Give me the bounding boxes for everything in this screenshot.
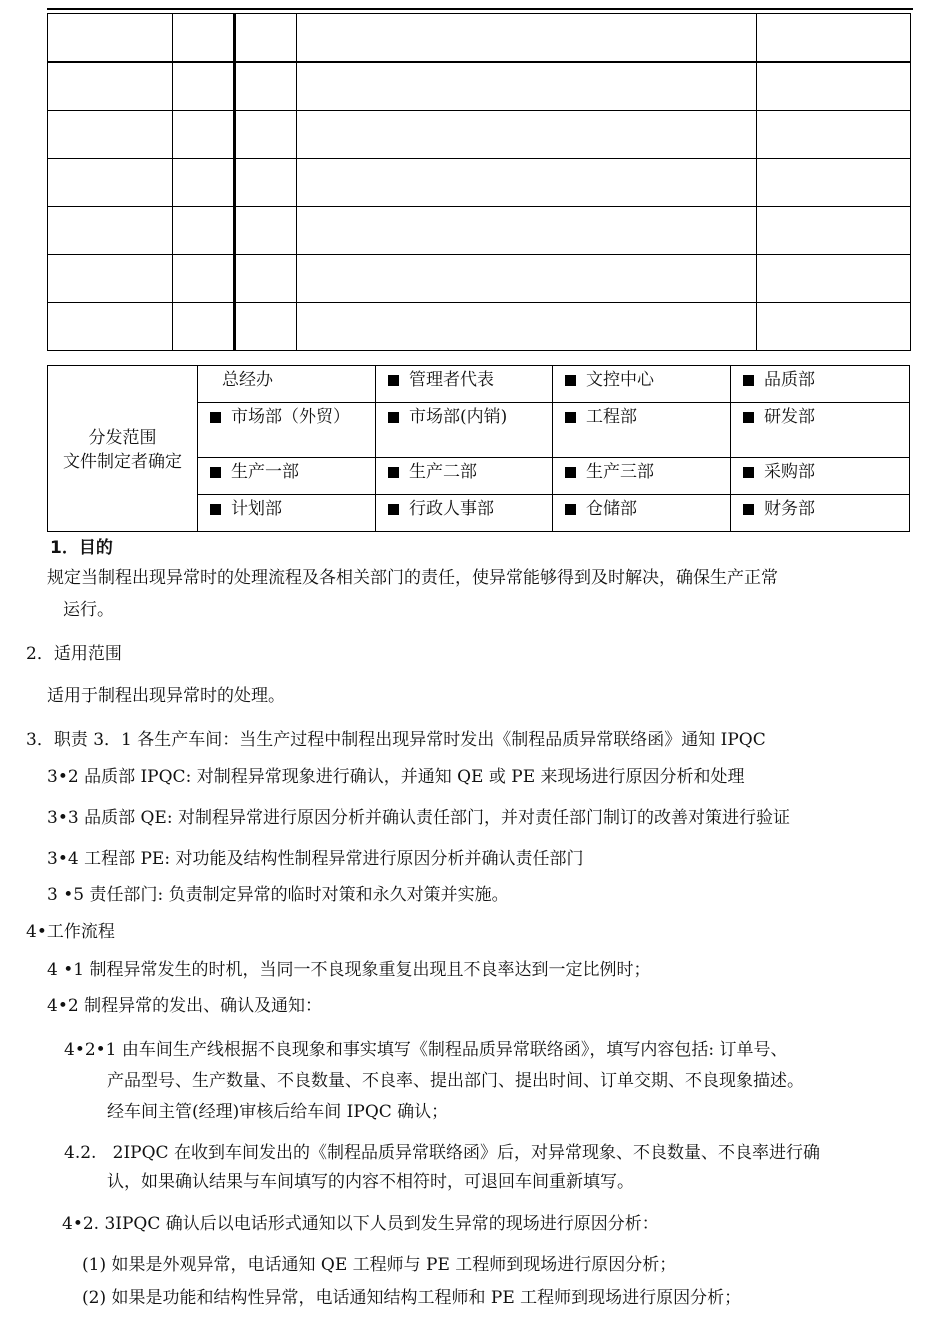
checkbox-filled-icon	[565, 504, 576, 515]
section-heading-responsibility: 3．职责 3．1 各生产车间：当生产过程中制程出现异常时发出《制程品质异常联络函》通知 IPQC	[26, 730, 766, 750]
dist-item: 计划部	[198, 495, 376, 532]
revision-row	[48, 255, 911, 303]
paragraph-line: 4•2•1 由车间生产线根据不良现象和事实填写《制程品质异常联络函》，填写内容包括: 订单号、	[64, 1040, 788, 1060]
paragraph-line: 适用于制程出现异常时的处理。	[47, 686, 285, 706]
paragraph-line: 3•3 品质部 QE: 对制程异常进行原因分析并确认责任部门，并对责任部门制订的改善对策进行验证	[47, 808, 790, 828]
checkbox-filled-icon	[743, 375, 754, 386]
checkbox-filled-icon	[388, 375, 399, 386]
checkbox-filled-icon	[743, 504, 754, 515]
section-heading-scope: 2．适用范围	[26, 644, 122, 664]
revision-row	[48, 207, 911, 255]
paragraph-line: 运行。	[63, 600, 114, 620]
revision-header-row	[48, 14, 911, 63]
revision-row	[48, 303, 911, 351]
checkbox-filled-icon	[210, 504, 221, 515]
revision-row	[48, 111, 911, 159]
section-heading-workflow: 4•工作流程	[26, 922, 115, 942]
paragraph-line: 经车间主管(经理)审核后给车间 IPQC 确认；	[107, 1102, 449, 1122]
revision-table	[47, 13, 911, 351]
paragraph-line: 4 •1 制程异常发生的时机，当同一不良现象重复出现且不良率达到一定比例时；	[47, 960, 651, 980]
checkbox-filled-icon	[565, 412, 576, 423]
paragraph-line: 规定当制程出现异常时的处理流程及各相关部门的责任，使异常能够得到及时解决，确保生产正常	[47, 568, 778, 588]
dist-item: 市场部（外贸）	[198, 403, 376, 458]
dist-item: 管理者代表	[376, 366, 553, 403]
dist-item: 工程部	[553, 403, 731, 458]
header-rule	[47, 8, 913, 10]
distribution-label: 分发范围 文件制定者确定	[48, 366, 198, 532]
paragraph-line: 3•2 品质部 IPQC: 对制程异常现象进行确认，并通知 QE 或 PE 来现场进行原因分析和处理	[47, 767, 745, 787]
distribution-table	[47, 365, 910, 532]
revision-row	[48, 159, 911, 207]
checkbox-filled-icon	[565, 375, 576, 386]
dist-item: 采购部	[731, 458, 910, 495]
dist-item: 市场部(内销)	[376, 403, 553, 458]
list-item: (2) 如果是功能和结构性异常，电话通知结构工程师和 PE 工程师到现场进行原因分析；	[82, 1288, 742, 1308]
checkbox-filled-icon	[743, 467, 754, 478]
checkbox-filled-icon	[388, 504, 399, 515]
dist-item: 仓储部	[553, 495, 731, 532]
dist-item: 行政人事部	[376, 495, 553, 532]
paragraph-line: 4.2. 2IPQC 在收到车间发出的《制程品质异常联络函》后，对异常现象、不良数量、不良率进行确	[64, 1143, 820, 1163]
dist-item: 生产二部	[376, 458, 553, 495]
checkbox-filled-icon	[388, 467, 399, 478]
paragraph-line: 4•2 制程异常的发出、确认及通知：	[47, 996, 323, 1016]
dist-item: 品质部	[731, 366, 910, 403]
paragraph-line: 3 •5 责任部门: 负责制定异常的临时对策和永久对策并实施。	[47, 885, 509, 905]
dist-item: 生产三部	[553, 458, 731, 495]
section-heading-purpose: 1．目的	[50, 538, 113, 558]
dist-item: 总经办	[198, 366, 376, 403]
checkbox-filled-icon	[565, 467, 576, 478]
paragraph-line: 认，如果确认结果与车间填写的内容不相符时，可退回车间重新填写。	[107, 1172, 634, 1192]
dist-item: 研发部	[731, 403, 910, 458]
list-item: (1) 如果是外观异常，电话通知 QE 工程师与 PE 工程师到现场进行原因分析；	[82, 1255, 677, 1275]
checkbox-filled-icon	[210, 412, 221, 423]
paragraph-line: 产品型号、生产数量、不良数量、不良率、提出部门、提出时间、订单交期、不良现象描述。	[107, 1071, 804, 1091]
checkbox-filled-icon	[743, 412, 754, 423]
checkbox-filled-icon	[388, 412, 399, 423]
paragraph-line: 3•4 工程部 PE: 对功能及结构性制程异常进行原因分析并确认责任部门	[47, 849, 584, 869]
revision-row	[48, 62, 911, 111]
dist-item: 财务部	[731, 495, 910, 532]
checkbox-filled-icon	[210, 467, 221, 478]
paragraph-line: 4•2. 3IPQC 确认后以电话形式通知以下人员到发生异常的现场进行原因分析：	[62, 1214, 659, 1234]
dist-item: 文控中心	[553, 366, 731, 403]
dist-item: 生产一部	[198, 458, 376, 495]
